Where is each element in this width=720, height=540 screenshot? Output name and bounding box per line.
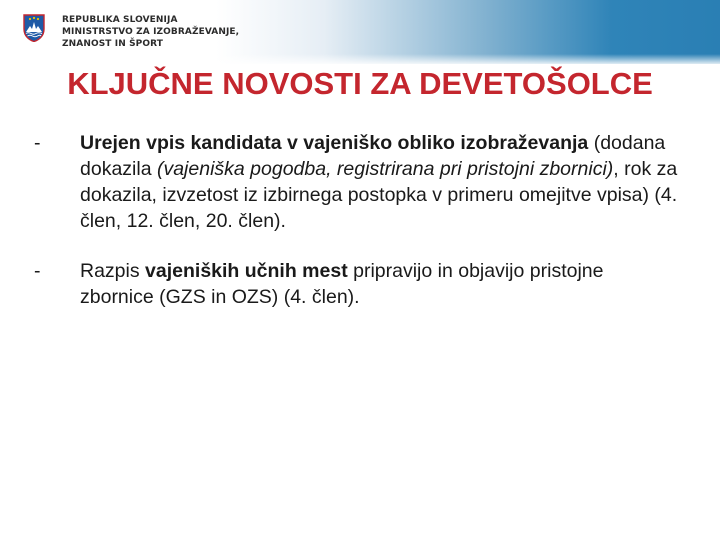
bullet-marker: - <box>34 260 41 282</box>
bullet-item <box>0 258 720 310</box>
bullet-text: (dodana dokazila <box>80 132 666 180</box>
bullet-bold-lead: Urejen vpis kandidata v vajeniško obliko izobraževanja <box>80 132 589 154</box>
bullet-item <box>0 130 720 234</box>
ministry-line-1: REPUBLIKA SLOVENIJA <box>62 15 178 25</box>
bullet-bold-text: vajeniških učnih mest <box>145 260 348 282</box>
bullet-text: Razpis <box>80 260 146 282</box>
slide-title: KLJUČNE NOVOSTI ZA DEVETOŠOLCE <box>67 66 653 101</box>
bullet-marker: - <box>34 132 41 154</box>
ministry-name <box>62 14 239 50</box>
ministry-line-2: MINISTRSTVO ZA IZOBRAŽEVANJE, <box>62 27 240 37</box>
bullet-text: pripravijo in objavijo pristojne zbornice (GZS in OZS) (4. člen). <box>80 260 604 308</box>
bullet-list <box>0 130 720 310</box>
ministry-line-3: ZNANOST IN ŠPORT <box>62 39 163 49</box>
slovenia-coat-of-arms-icon <box>23 14 45 42</box>
bullet-text: , rok za dokazila, izvzetost iz izbirnega postopka v primeru omejitve vpisa) (4. člen, 12. člen, 20. člen). <box>80 158 678 232</box>
bullet-italic-text: (vajeniška pogodba, registrirana pri pristojni zbornici) <box>156 158 614 180</box>
